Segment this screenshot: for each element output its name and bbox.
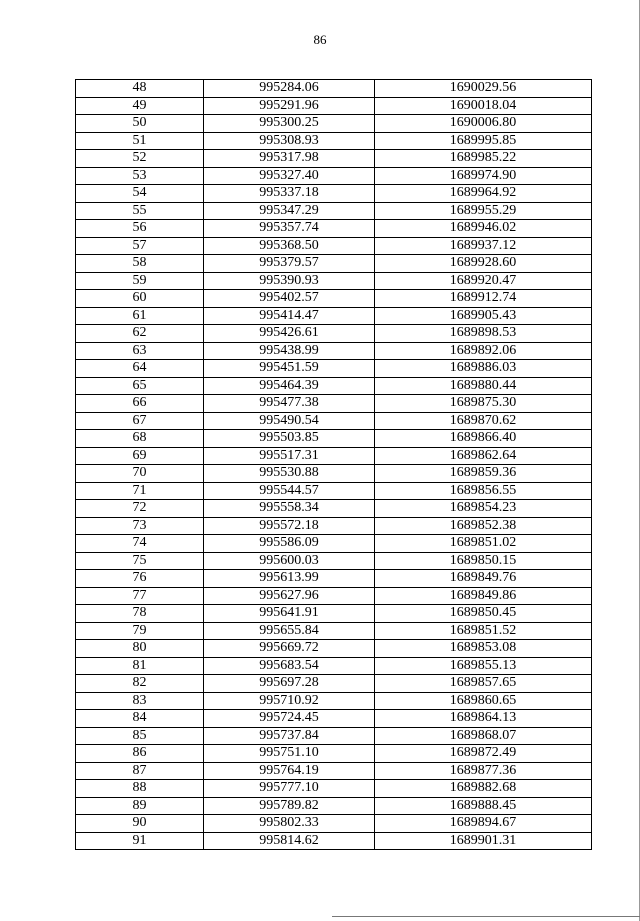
y-coordinate-cell: 1689882.68 [375, 780, 592, 798]
table-row [76, 360, 592, 378]
x-coordinate-cell: 995697.28 [204, 675, 375, 693]
x-coordinate-cell: 995586.09 [204, 535, 375, 553]
table-row [76, 342, 592, 360]
x-coordinate-cell: 995655.84 [204, 622, 375, 640]
table-row [76, 132, 592, 150]
x-coordinate-cell: 995724.45 [204, 710, 375, 728]
point-number-cell: 76 [76, 570, 204, 588]
table-row [76, 797, 592, 815]
y-coordinate-cell: 1689851.52 [375, 622, 592, 640]
x-coordinate-cell: 995503.85 [204, 430, 375, 448]
y-coordinate-cell: 1689888.45 [375, 797, 592, 815]
point-number-cell: 52 [76, 150, 204, 168]
x-coordinate-cell: 995627.96 [204, 587, 375, 605]
y-coordinate-cell: 1689974.90 [375, 167, 592, 185]
point-number-cell: 90 [76, 815, 204, 833]
x-coordinate-cell: 995308.93 [204, 132, 375, 150]
point-number-cell: 61 [76, 307, 204, 325]
x-coordinate-cell: 995300.25 [204, 115, 375, 133]
point-number-cell: 81 [76, 657, 204, 675]
y-coordinate-cell: 1689849.86 [375, 587, 592, 605]
point-number-cell: 78 [76, 605, 204, 623]
table-row [76, 815, 592, 833]
x-coordinate-cell: 995390.93 [204, 272, 375, 290]
y-coordinate-cell: 1689892.06 [375, 342, 592, 360]
point-number-cell: 65 [76, 377, 204, 395]
point-number-cell: 71 [76, 482, 204, 500]
y-coordinate-cell: 1689866.40 [375, 430, 592, 448]
y-coordinate-cell: 1689912.74 [375, 290, 592, 308]
point-number-cell: 60 [76, 290, 204, 308]
point-number-cell: 58 [76, 255, 204, 273]
x-coordinate-cell: 995777.10 [204, 780, 375, 798]
point-number-cell: 63 [76, 342, 204, 360]
point-number-cell: 72 [76, 500, 204, 518]
x-coordinate-cell: 995402.57 [204, 290, 375, 308]
table-row [76, 675, 592, 693]
y-coordinate-cell: 1689864.13 [375, 710, 592, 728]
x-coordinate-cell: 995764.19 [204, 762, 375, 780]
point-number-cell: 53 [76, 167, 204, 185]
table-row [76, 482, 592, 500]
point-number-cell: 80 [76, 640, 204, 658]
point-number-cell: 51 [76, 132, 204, 150]
x-coordinate-cell: 995327.40 [204, 167, 375, 185]
x-coordinate-cell: 995477.38 [204, 395, 375, 413]
point-number-cell: 54 [76, 185, 204, 203]
y-coordinate-cell: 1689850.45 [375, 605, 592, 623]
table-row [76, 692, 592, 710]
table-row [76, 430, 592, 448]
table-row [76, 465, 592, 483]
y-coordinate-cell: 1689964.92 [375, 185, 592, 203]
y-coordinate-cell: 1689985.22 [375, 150, 592, 168]
point-number-cell: 88 [76, 780, 204, 798]
y-coordinate-cell: 1689955.29 [375, 202, 592, 220]
table-row [76, 150, 592, 168]
point-number-cell: 84 [76, 710, 204, 728]
y-coordinate-cell: 1689856.55 [375, 482, 592, 500]
x-coordinate-cell: 995464.39 [204, 377, 375, 395]
x-coordinate-cell: 995710.92 [204, 692, 375, 710]
y-coordinate-cell: 1689905.43 [375, 307, 592, 325]
table-row [76, 762, 592, 780]
y-coordinate-cell: 1689872.49 [375, 745, 592, 763]
table-row [76, 167, 592, 185]
table-row [76, 500, 592, 518]
point-number-cell: 91 [76, 832, 204, 850]
point-number-cell: 59 [76, 272, 204, 290]
table-row [76, 220, 592, 238]
point-number-cell: 57 [76, 237, 204, 255]
x-coordinate-cell: 995379.57 [204, 255, 375, 273]
point-number-cell: 62 [76, 325, 204, 343]
y-coordinate-cell: 1689854.23 [375, 500, 592, 518]
table-row [76, 587, 592, 605]
x-coordinate-cell: 995814.62 [204, 832, 375, 850]
table-row [76, 185, 592, 203]
y-coordinate-cell: 1689880.44 [375, 377, 592, 395]
y-coordinate-cell: 1690006.80 [375, 115, 592, 133]
x-coordinate-cell: 995613.99 [204, 570, 375, 588]
x-coordinate-cell: 995490.54 [204, 412, 375, 430]
x-coordinate-cell: 995357.74 [204, 220, 375, 238]
page-bottom-line [332, 916, 640, 917]
x-coordinate-cell: 995737.84 [204, 727, 375, 745]
y-coordinate-cell: 1689894.67 [375, 815, 592, 833]
x-coordinate-cell: 995558.34 [204, 500, 375, 518]
x-coordinate-cell: 995572.18 [204, 517, 375, 535]
table-row [76, 832, 592, 850]
point-number-cell: 73 [76, 517, 204, 535]
table-row [76, 535, 592, 553]
table-row [76, 307, 592, 325]
table-row [76, 640, 592, 658]
x-coordinate-cell: 995517.31 [204, 447, 375, 465]
table-row [76, 710, 592, 728]
table-row [76, 290, 592, 308]
y-coordinate-cell: 1689857.65 [375, 675, 592, 693]
x-coordinate-cell: 995368.50 [204, 237, 375, 255]
y-coordinate-cell: 1689995.85 [375, 132, 592, 150]
point-number-cell: 64 [76, 360, 204, 378]
point-number-cell: 85 [76, 727, 204, 745]
y-coordinate-cell: 1689853.08 [375, 640, 592, 658]
table-row [76, 657, 592, 675]
point-number-cell: 86 [76, 745, 204, 763]
table-row [76, 622, 592, 640]
x-coordinate-cell: 995337.18 [204, 185, 375, 203]
x-coordinate-cell: 995669.72 [204, 640, 375, 658]
x-coordinate-cell: 995641.91 [204, 605, 375, 623]
table-row [76, 325, 592, 343]
point-number-cell: 82 [76, 675, 204, 693]
table-row [76, 552, 592, 570]
y-coordinate-cell: 1689901.31 [375, 832, 592, 850]
point-number-cell: 50 [76, 115, 204, 133]
point-number-cell: 48 [76, 80, 204, 98]
point-number-cell: 87 [76, 762, 204, 780]
x-coordinate-cell: 995802.33 [204, 815, 375, 833]
x-coordinate-cell: 995544.57 [204, 482, 375, 500]
point-number-cell: 69 [76, 447, 204, 465]
table-row [76, 570, 592, 588]
y-coordinate-cell: 1689870.62 [375, 412, 592, 430]
point-number-cell: 77 [76, 587, 204, 605]
x-coordinate-cell: 995789.82 [204, 797, 375, 815]
y-coordinate-cell: 1689920.47 [375, 272, 592, 290]
y-coordinate-cell: 1690029.56 [375, 80, 592, 98]
point-number-cell: 70 [76, 465, 204, 483]
point-number-cell: 56 [76, 220, 204, 238]
point-number-cell: 68 [76, 430, 204, 448]
y-coordinate-cell: 1689928.60 [375, 255, 592, 273]
point-number-cell: 89 [76, 797, 204, 815]
point-number-cell: 75 [76, 552, 204, 570]
x-coordinate-cell: 995426.61 [204, 325, 375, 343]
table-row [76, 115, 592, 133]
table-row [76, 202, 592, 220]
x-coordinate-cell: 995347.29 [204, 202, 375, 220]
y-coordinate-cell: 1689877.36 [375, 762, 592, 780]
y-coordinate-cell: 1689868.07 [375, 727, 592, 745]
table-row [76, 605, 592, 623]
point-number-cell: 79 [76, 622, 204, 640]
x-coordinate-cell: 995317.98 [204, 150, 375, 168]
table-row [76, 395, 592, 413]
x-coordinate-cell: 995600.03 [204, 552, 375, 570]
y-coordinate-cell: 1689946.02 [375, 220, 592, 238]
x-coordinate-cell: 995530.88 [204, 465, 375, 483]
y-coordinate-cell: 1689849.76 [375, 570, 592, 588]
table-row [76, 377, 592, 395]
y-coordinate-cell: 1689898.53 [375, 325, 592, 343]
table-row [76, 80, 592, 98]
y-coordinate-cell: 1689862.64 [375, 447, 592, 465]
x-coordinate-cell: 995451.59 [204, 360, 375, 378]
point-number-cell: 83 [76, 692, 204, 710]
table-row [76, 237, 592, 255]
y-coordinate-cell: 1689886.03 [375, 360, 592, 378]
point-number-cell: 74 [76, 535, 204, 553]
point-number-cell: 66 [76, 395, 204, 413]
table-row [76, 97, 592, 115]
x-coordinate-cell: 995291.96 [204, 97, 375, 115]
x-coordinate-cell: 995284.06 [204, 80, 375, 98]
y-coordinate-cell: 1689855.13 [375, 657, 592, 675]
table-row [76, 745, 592, 763]
table-row [76, 255, 592, 273]
y-coordinate-cell: 1689852.38 [375, 517, 592, 535]
x-coordinate-cell: 995414.47 [204, 307, 375, 325]
y-coordinate-cell: 1689860.65 [375, 692, 592, 710]
point-number-cell: 49 [76, 97, 204, 115]
x-coordinate-cell: 995751.10 [204, 745, 375, 763]
table-row [76, 780, 592, 798]
coordinates-table-body [76, 80, 592, 850]
point-number-cell: 67 [76, 412, 204, 430]
y-coordinate-cell: 1689937.12 [375, 237, 592, 255]
table-row [76, 272, 592, 290]
y-coordinate-cell: 1689850.15 [375, 552, 592, 570]
x-coordinate-cell: 995683.54 [204, 657, 375, 675]
y-coordinate-cell: 1689851.02 [375, 535, 592, 553]
table-row [76, 412, 592, 430]
x-coordinate-cell: 995438.99 [204, 342, 375, 360]
coordinates-table [75, 79, 592, 850]
page-number: 86 [313, 32, 327, 47]
point-number-cell: 55 [76, 202, 204, 220]
y-coordinate-cell: 1689859.36 [375, 465, 592, 483]
table-row [76, 517, 592, 535]
table-row [76, 447, 592, 465]
y-coordinate-cell: 1690018.04 [375, 97, 592, 115]
table-row [76, 727, 592, 745]
y-coordinate-cell: 1689875.30 [375, 395, 592, 413]
